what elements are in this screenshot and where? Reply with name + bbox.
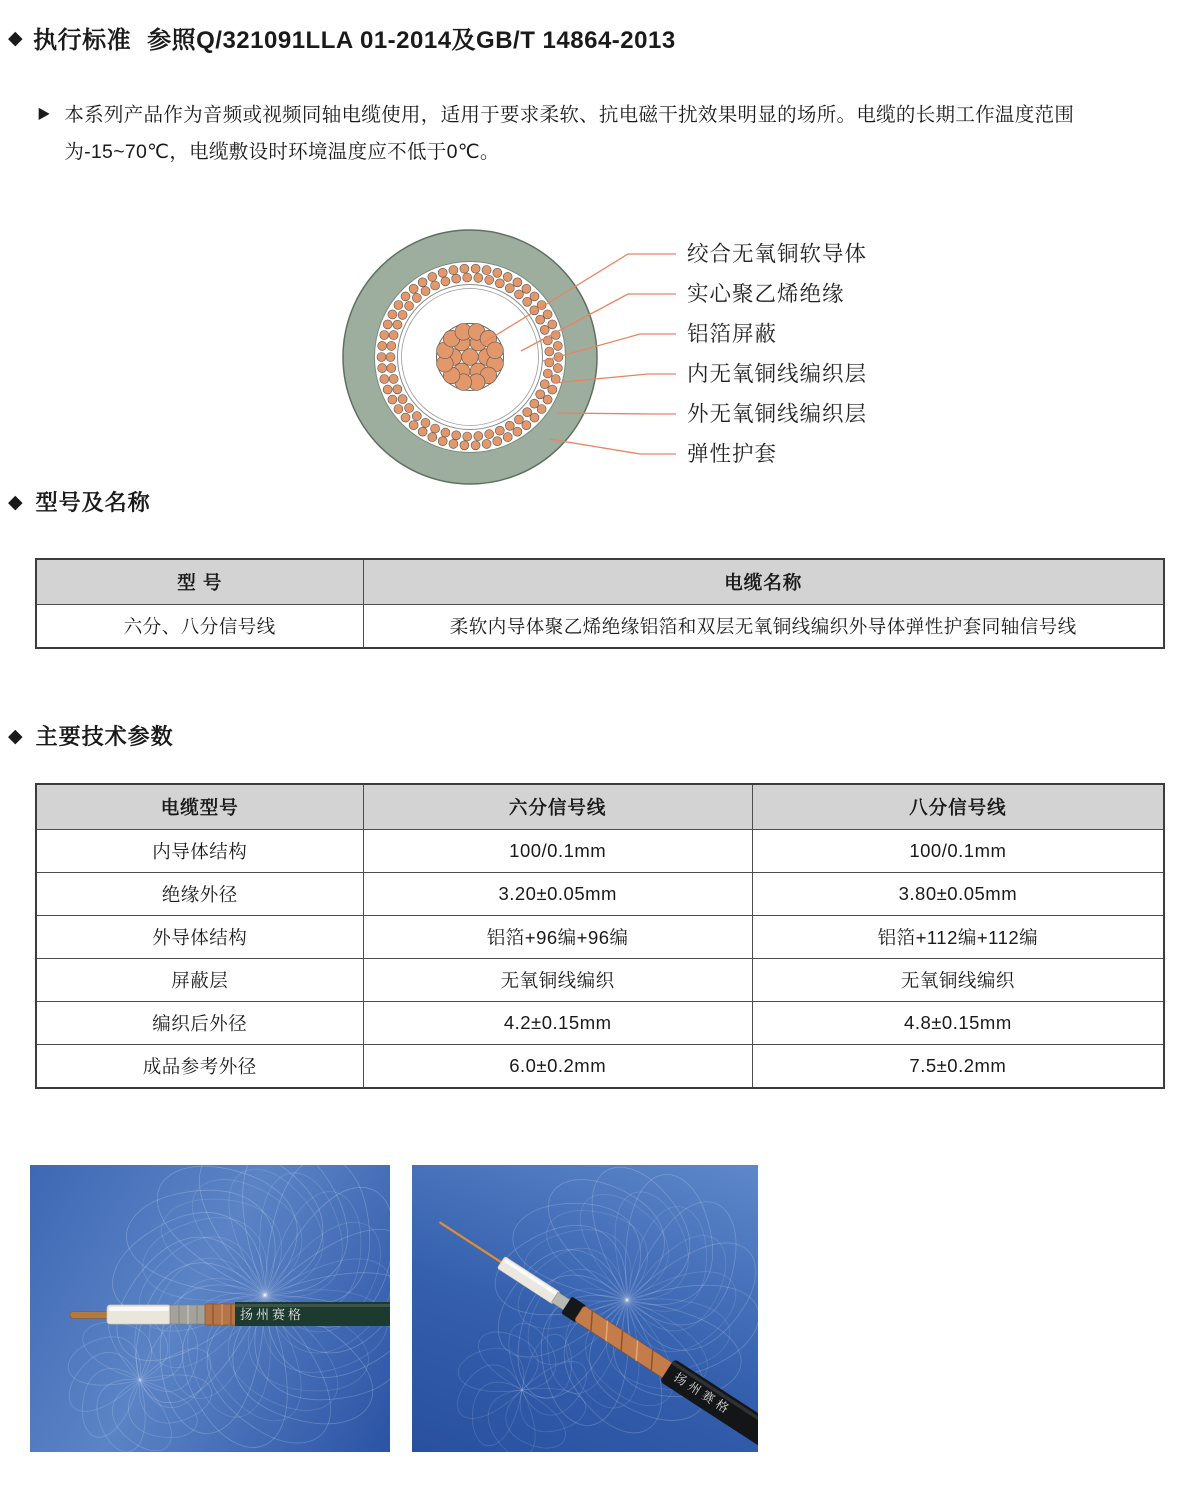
diagram-label-conductor: 绞合无氧铜软导体 <box>687 242 868 266</box>
table-cell: 六分、八分信号线 <box>36 605 363 649</box>
conductor-strands <box>437 324 504 391</box>
table-cell: 6.0±0.2mm <box>363 1045 752 1089</box>
column-header: 电缆型号 <box>36 784 363 830</box>
triangle-bullet-icon: ▶ <box>38 105 50 122</box>
standard-label: 执行标准 <box>33 27 132 54</box>
diagram-label-inner-braid: 内无氧铜线编织层 <box>687 362 868 386</box>
table-cell: 3.20±0.05mm <box>363 873 752 916</box>
product-description-text: 本系列产品作为音频或视频同轴电缆使用，适用于要求柔软、抗电磁干扰效果明显的场所。电缆的长期工作温度范围为-15~70℃，电缆敷设时环境温度应不低于0℃。 <box>64 104 1075 163</box>
table-cell: 4.8±0.15mm <box>752 1002 1164 1045</box>
product-description-row <box>38 97 1188 171</box>
cross-section-drawing <box>0 195 1200 500</box>
cable-cross-section-diagram <box>0 195 1200 500</box>
product-photo-right <box>412 1165 758 1452</box>
params-table-wrapper <box>35 783 1165 1089</box>
product-photo-left <box>30 1165 390 1452</box>
black-cable-illustration <box>432 1211 758 1452</box>
params-table <box>35 783 1165 1089</box>
green-cable-illustration <box>70 1302 390 1326</box>
photo-left-drawing <box>30 1165 390 1452</box>
diagram-label-insulation: 实心聚乙烯绝缘 <box>687 282 845 306</box>
photo-right-drawing <box>412 1165 758 1452</box>
table-header-row <box>36 559 1164 605</box>
table-cell: 100/0.1mm <box>363 830 752 873</box>
column-header: 六分信号线 <box>363 784 752 830</box>
table-row <box>36 830 1164 873</box>
diamond-icon: ◆ <box>8 726 24 747</box>
table-cell: 铝箔+112编+112编 <box>752 916 1164 959</box>
param-name-cell: 编织后外径 <box>36 1002 363 1045</box>
standard-heading <box>8 20 676 55</box>
column-header: 八分信号线 <box>752 784 1164 830</box>
table-cell: 100/0.1mm <box>752 830 1164 873</box>
standard-value: 参照Q/321091LLA 01-2014及GB/T 14864-2013 <box>147 27 676 54</box>
table-row <box>36 605 1164 649</box>
table-cell: 无氧铜线编织 <box>752 959 1164 1002</box>
cable-brand-text: 扬州赛格 <box>671 1370 735 1418</box>
table-row <box>36 959 1164 1002</box>
section-heading-model <box>8 486 151 517</box>
param-name-cell: 成品参考外径 <box>36 1045 363 1089</box>
table-cell: 柔软内导体聚乙烯绝缘铝箔和双层无氧铜线编织外导体弹性护套同轴信号线 <box>363 605 1164 649</box>
leader-line <box>549 439 676 454</box>
table-row <box>36 1045 1164 1089</box>
section-heading-params <box>8 720 174 751</box>
column-header: 电缆名称 <box>363 559 1164 605</box>
model-table <box>35 558 1165 649</box>
table-row <box>36 1002 1164 1045</box>
table-cell: 无氧铜线编织 <box>363 959 752 1002</box>
table-row <box>36 873 1164 916</box>
section-heading-text: 主要技术参数 <box>35 724 174 749</box>
diamond-icon: ◆ <box>8 28 24 49</box>
diagram-label-sheath: 弹性护套 <box>687 442 778 466</box>
param-name-cell: 内导体结构 <box>36 830 363 873</box>
table-row <box>36 916 1164 959</box>
diagram-label-foil: 铝箔屏蔽 <box>687 322 778 346</box>
table-cell: 7.5±0.2mm <box>752 1045 1164 1089</box>
table-cell: 铝箔+96编+96编 <box>363 916 752 959</box>
table-header-row <box>36 784 1164 830</box>
cable-brand-text: 扬州赛格 <box>239 1307 305 1322</box>
param-name-cell: 外导体结构 <box>36 916 363 959</box>
param-name-cell: 绝缘外径 <box>36 873 363 916</box>
param-name-cell: 屏蔽层 <box>36 959 363 1002</box>
diamond-icon: ◆ <box>8 492 24 513</box>
section-heading-text: 型号及名称 <box>35 490 151 515</box>
table-cell: 4.2±0.15mm <box>363 1002 752 1045</box>
diagram-label-outer-braid: 外无氧铜线编织层 <box>687 402 868 426</box>
column-header: 型 号 <box>36 559 363 605</box>
model-table-wrapper <box>35 558 1165 649</box>
table-cell: 3.80±0.05mm <box>752 873 1164 916</box>
